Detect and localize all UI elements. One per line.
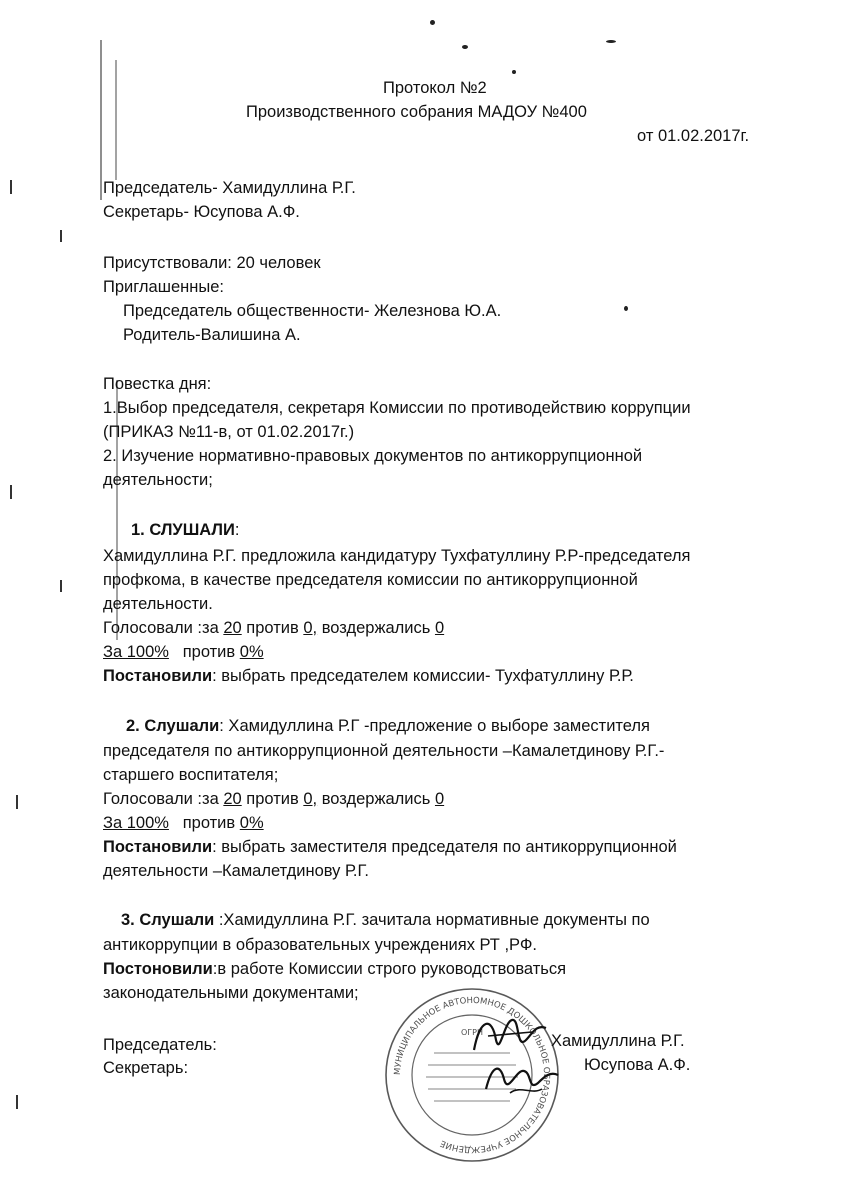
item3-decision (103, 958, 566, 980)
vote-mid: против (241, 790, 304, 808)
decision-label: Постоновили (103, 960, 213, 978)
item3-heading-text: 3. Слушали (121, 911, 215, 929)
item2-text-line: председателя по антикоррупционной деятельности –Камалетдинову Р.Г.- (103, 742, 665, 760)
pct-against-label: против (182, 643, 240, 661)
item1-text-line: деятельности. (103, 595, 213, 613)
item1-text-line: профкома, в качестве председателя комиссии по антикоррупционной (103, 571, 638, 589)
item2-decision (103, 836, 677, 858)
vote-abst-label: воздержались (317, 619, 435, 637)
item2-text-line: старшего воспитателя; (103, 766, 279, 784)
chair-signature-label: Председатель: (103, 1036, 217, 1054)
secretary-signature (480, 1055, 560, 1100)
item2-heading-text: 2. Слушали (126, 717, 220, 735)
item3-text-line: антикоррупции в образовательных учреждениях РТ ,РФ. (103, 936, 538, 954)
invited-item: Родитель-Валишина А. (123, 326, 301, 344)
item2-decision-cont: деятельности –Камалетдинову Р.Г. (103, 862, 369, 880)
item3-decision-cont: законодательными документами; (103, 984, 359, 1002)
stamp-center-text: ОГРН (460, 1028, 484, 1037)
chair-signature (470, 1010, 550, 1060)
vote-abst: 0 (434, 619, 445, 637)
protocol-title: Протокол №2 (383, 79, 487, 97)
vote-mid: против (241, 619, 304, 637)
chair-signature-name: Хамидуллина Р.Г. (551, 1032, 685, 1050)
present-line: Присутствовали: 20 человек (103, 254, 321, 272)
item1-heading-colon: : (234, 521, 240, 539)
agenda-line: 1.Выбор председателя, секретаря Комиссии по противодействию коррупции (103, 399, 691, 417)
protocol-subtitle: Производственного собрания МАДОУ №400 (246, 103, 587, 121)
pct-for: За 100% (103, 643, 169, 661)
agenda-line: 2. Изучение нормативно-правовых документов по антикоррупционной (103, 447, 643, 465)
pct-for: За 100% (103, 814, 169, 832)
agenda-line: (ПРИКАЗ №11-в, от 01.02.2017г.) (103, 423, 355, 441)
item2-text-line: : Хамидуллина Р.Г -предложение о выборе заместителя (219, 717, 650, 735)
protocol-date: от 01.02.2017г. (637, 127, 750, 145)
item1-heading-text: 1. СЛУШАЛИ (131, 521, 235, 539)
item2-heading (126, 715, 650, 737)
agenda-line: деятельности; (103, 471, 213, 489)
decision-label: Постановили (103, 838, 213, 856)
secretary-signature-label: Секретарь: (103, 1059, 189, 1077)
invited-item: Председатель общественности- Железнова Ю.А. (123, 302, 502, 320)
item1-decision (103, 665, 634, 687)
invited-label: Приглашенные: (103, 278, 224, 296)
decision-text: : выбрать председателем комиссии- Тухфатуллину Р.Р. (212, 667, 634, 685)
item2-pct-line (103, 812, 264, 834)
item1-heading (131, 519, 239, 541)
pct-against: 0% (239, 643, 264, 661)
item1-vote-line (103, 617, 444, 639)
decision-text: : выбрать заместителя председателя по антикоррупционной (212, 838, 677, 856)
secretary-line: Секретарь- Юсупова А.Ф. (103, 203, 300, 221)
item2-vote-line (103, 788, 444, 810)
vote-prefix: Голосовали :за (103, 790, 224, 808)
vote-abst-label: воздержались (317, 790, 435, 808)
vote-prefix: Голосовали :за (103, 619, 224, 637)
vote-against: 0, (303, 790, 318, 808)
decision-label: Постановили (103, 667, 213, 685)
item1-text-line: Хамидуллина Р.Г. предложила кандидатуру Тухфатуллину Р.Р-председателя (103, 547, 691, 565)
pct-against: 0% (239, 814, 264, 832)
decision-text: :в работе Комиссии строго руководствоваться (212, 960, 567, 978)
vote-for: 20 (223, 790, 242, 808)
agenda-label: Повестка дня: (103, 375, 212, 393)
chair-line: Председатель- Хамидуллина Р.Г. (103, 179, 356, 197)
secretary-signature-name: Юсупова А.Ф. (584, 1056, 691, 1074)
item3-heading (121, 909, 650, 931)
item1-pct-line (103, 641, 264, 663)
item3-text-line: :Хамидуллина Р.Г. зачитала нормативные документы по (214, 911, 650, 929)
stamp-ring-text: МУНИЦИПАЛЬНОЕ АВТОНОМНОЕ ДОШКОЛЬНОЕ ОБРАЗОВАТЕЛЬНОЕ УЧРЕЖДЕНИЕ (392, 995, 552, 1155)
vote-abst: 0 (434, 790, 445, 808)
vote-against: 0, (303, 619, 318, 637)
pct-against-label: против (182, 814, 240, 832)
vote-for: 20 (223, 619, 242, 637)
